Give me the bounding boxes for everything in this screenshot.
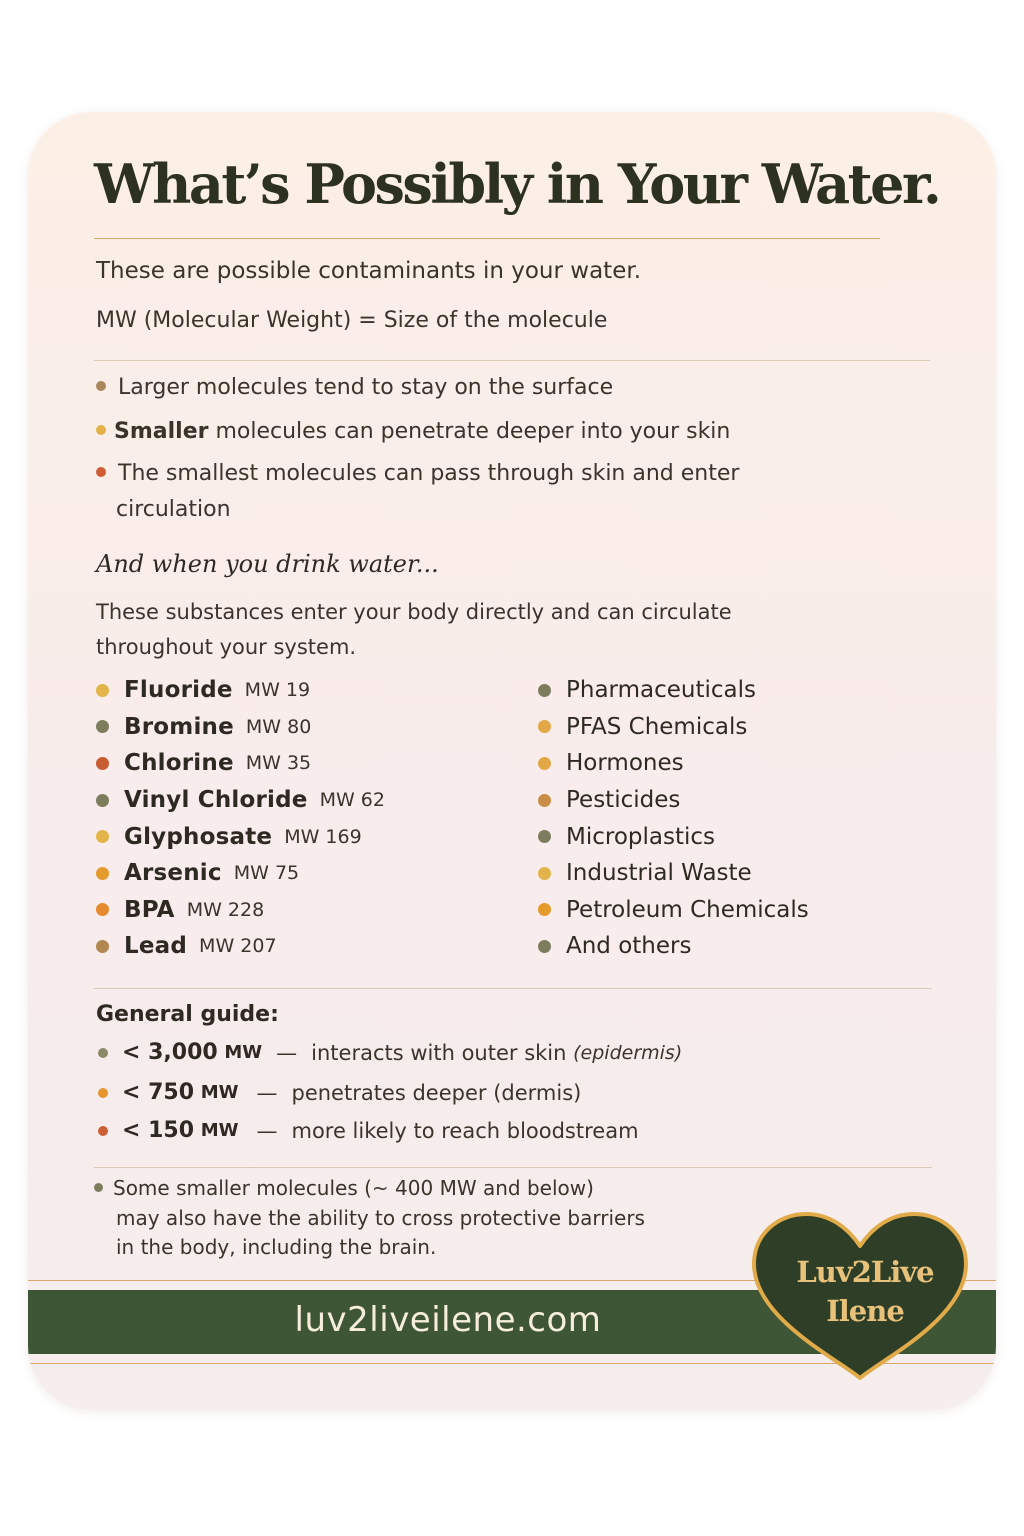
contaminant-mw: MW 62 [319,789,385,812]
list-item [96,709,385,746]
intro-line-1: These are possible contaminants in your water. [96,258,642,284]
drink-paragraph-line-2: throughout your system. [96,635,357,659]
bullet-text: molecules can penetrate deeper into your skin [208,419,731,444]
guide-dot [98,1048,108,1058]
note-line-1 [94,1176,594,1200]
guide-row-150 [98,1118,639,1143]
drink-heading: And when you drink water... [96,550,439,578]
list-dot [538,903,551,916]
list-item [96,928,385,965]
note-line-2: may also have the ability to cross protective barriers [116,1206,645,1230]
list-item [538,672,809,709]
guide-unit: MW [224,1042,263,1063]
list-item [96,818,385,855]
contaminant-list-left [96,672,385,965]
list-item [538,782,809,819]
list-dot [96,940,109,953]
list-dot [538,940,551,953]
guide-threshold: < 3,000 [122,1040,218,1065]
contaminant-category: Microplastics [566,823,716,850]
list-item [538,892,809,929]
contaminant-category: Pesticides [566,787,681,814]
list-item [538,928,809,965]
guide-row-3000 [98,1040,682,1065]
contaminant-category: PFAS Chemicals [566,713,748,740]
guide-dash: — [276,1040,298,1065]
contaminant-mw: MW 19 [244,679,311,702]
page-title: What’s Possibly in Your Water. [94,152,940,216]
contaminant-name: Glyphosate [124,823,273,850]
brand-line-2: Ilene [826,1294,904,1328]
guide-threshold: < 750 [122,1080,195,1105]
brand-line-1: Luv2Live [796,1255,934,1289]
guide-description: interacts with outer skin [311,1040,567,1065]
contaminant-list-right [538,672,809,965]
list-item [538,709,809,746]
title-divider [94,238,880,239]
list-dot [538,867,551,880]
list-dot [96,867,109,880]
list-dot [538,757,551,770]
list-dot [96,830,109,843]
guide-threshold: < 150 [122,1118,195,1143]
contaminant-name: BPA [124,896,175,923]
list-item [96,892,385,929]
list-item [96,745,385,782]
list-divider [94,988,932,989]
list-item [538,855,809,892]
contaminant-category: Hormones [566,750,684,777]
contaminant-name: Fluoride [124,677,233,704]
note-dot [94,1183,103,1192]
guide-unit: MW [200,1120,239,1141]
list-item [96,782,385,819]
list-dot [96,757,109,770]
bullet-smallest-molecules [96,459,739,489]
list-item [538,745,809,782]
guide-divider [94,1167,932,1168]
bullet-continuation: circulation [116,497,231,522]
guide-dot [98,1088,108,1098]
contaminant-mw: MW 207 [199,935,277,958]
bullet-dot [96,467,106,477]
intro-line-2: MW (Molecular Weight) = Size of the molecule [96,308,608,333]
drink-paragraph-line-1: These substances enter your body directly and can circulate [96,600,732,624]
guide-dot [98,1126,108,1136]
bullet-text: Larger molecules tend to stay on the surface [118,375,614,400]
guide-dash: — [256,1080,278,1105]
contaminant-category: Pharmaceuticals [566,677,756,704]
brand-badge [752,1253,978,1331]
list-dot [96,684,109,697]
contaminant-name: Vinyl Chloride [124,787,308,814]
note-line-3: in the body, including the brain. [116,1235,437,1259]
website-link[interactable]: luv2liveilene.com [294,1300,602,1340]
contaminant-name: Arsenic [124,860,222,887]
contaminant-category: Industrial Waste [566,860,752,887]
contaminant-mw: MW 169 [284,825,362,848]
contaminant-category: And others [566,933,692,960]
list-dot [96,903,109,916]
contaminant-mw: MW 75 [233,862,300,885]
list-dot [96,794,109,807]
list-dot [538,794,551,807]
list-dot [538,830,551,843]
bullet-bold: Smaller [114,419,209,444]
guide-row-750 [98,1080,581,1105]
list-item [96,855,385,892]
note-text: Some smaller molecules (~ 400 MW and below) [113,1176,594,1200]
intro-divider [94,360,930,361]
guide-description-italic: (epidermis) [573,1041,683,1064]
bullet-smaller-molecules [96,417,730,447]
guide-description: more likely to reach bloodstream [291,1118,639,1143]
guide-unit: MW [200,1082,239,1103]
contaminant-name: Bromine [124,713,234,740]
list-dot [538,720,551,733]
guide-dash: — [256,1118,278,1143]
guide-heading: General guide: [96,1002,279,1027]
contaminant-mw: MW 80 [245,715,312,738]
bullet-large-molecules [96,373,613,403]
contaminant-mw: MW 228 [186,898,265,921]
list-item [538,818,809,855]
bullet-dot [96,425,106,435]
list-item [96,672,385,709]
contaminant-name: Chlorine [124,750,234,777]
contaminant-name: Lead [124,933,188,960]
guide-description: penetrates deeper (dermis) [291,1080,582,1105]
list-dot [96,720,109,733]
list-dot [538,684,551,697]
contaminant-mw: MW 35 [245,752,312,775]
contaminant-category: Petroleum Chemicals [566,896,809,923]
bullet-dot [96,381,106,391]
bullet-text: The smallest molecules can pass through skin and enter [118,461,740,486]
